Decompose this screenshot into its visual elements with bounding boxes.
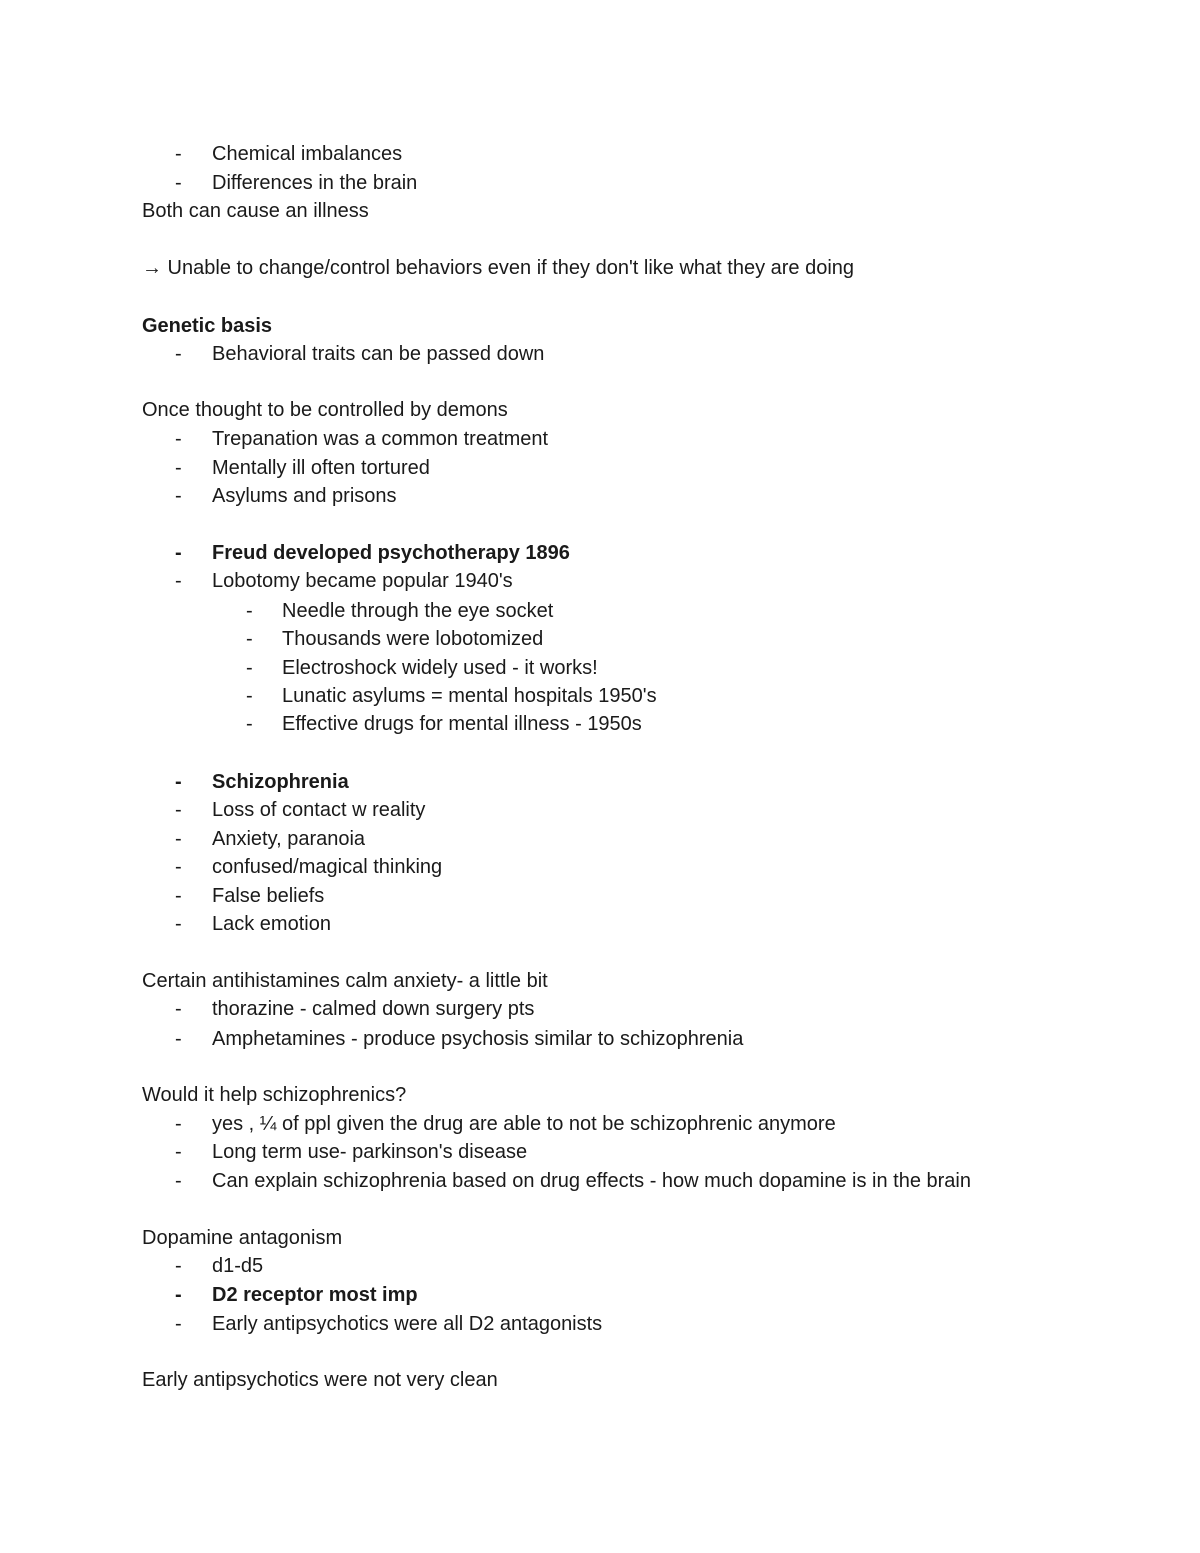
list-item-text: Asylums and prisons xyxy=(212,485,397,507)
list-item-text: Loss of contact w reality xyxy=(212,799,426,821)
list-item-text: thorazine - calmed down surgery pts xyxy=(212,998,535,1020)
bullet-dash: - xyxy=(175,771,182,793)
list-item-text: Effective drugs for mental illness - 1950s xyxy=(282,713,642,735)
list-item-text: Early antipsychotics were all D2 antagonists xyxy=(212,1313,603,1335)
bullet-dash: - xyxy=(175,143,182,165)
bullet-dash: - xyxy=(175,428,182,450)
bullet-dash: - xyxy=(175,542,182,564)
bullet-dash: - xyxy=(175,1313,182,1335)
paragraph-line: Would it help schizophrenics? xyxy=(142,1084,407,1106)
bullet-dash: - xyxy=(246,628,253,650)
paragraph-line: Early antipsychotics were not very clean xyxy=(142,1369,498,1391)
list-item-text: Anxiety, paranoia xyxy=(212,828,366,850)
section-heading: Genetic basis xyxy=(142,315,273,337)
bullet-dash: - xyxy=(175,457,182,479)
bullet-dash: - xyxy=(175,1284,182,1306)
bullet-dash: - xyxy=(175,998,182,1020)
bullet-dash: - xyxy=(175,799,182,821)
bullet-dash: - xyxy=(175,570,182,592)
list-item-text: Trepanation was a common treatment xyxy=(212,428,549,450)
list-item-text: Lack emotion xyxy=(212,913,331,935)
paragraph-line: Once thought to be controlled by demons xyxy=(142,399,508,421)
bullet-dash: - xyxy=(175,828,182,850)
list-item-text: Lunatic asylums = mental hospitals 1950's xyxy=(282,685,657,707)
bullet-dash: - xyxy=(246,600,253,622)
list-item-text: Can explain schizophrenia based on drug effects - how much dopamine is in the brain xyxy=(212,1170,971,1192)
list-item-text: Thousands were lobotomized xyxy=(282,628,544,650)
bullet-dash: - xyxy=(246,713,253,735)
list-item-text: Chemical imbalances xyxy=(212,143,403,165)
bullet-dash: - xyxy=(175,172,182,194)
bullet-dash: - xyxy=(175,485,182,507)
list-item-text: confused/magical thinking xyxy=(212,856,443,878)
list-item-text: Lobotomy became popular 1940's xyxy=(212,570,513,592)
bullet-dash: - xyxy=(246,685,253,707)
list-item-text: Differences in the brain xyxy=(212,172,418,194)
bullet-dash: - xyxy=(175,885,182,907)
list-item-text: False beliefs xyxy=(212,885,325,907)
bullet-dash: - xyxy=(246,657,253,679)
list-item-text: Freud developed psychotherapy 1896 xyxy=(212,542,570,564)
bullet-dash: - xyxy=(175,343,182,365)
bullet-dash: - xyxy=(175,1028,182,1050)
list-item-text: D2 receptor most imp xyxy=(212,1284,418,1306)
list-item-text: Long term use- parkinson's disease xyxy=(212,1141,528,1163)
bullet-dash: - xyxy=(175,1170,182,1192)
paragraph-line: Dopamine antagonism xyxy=(142,1227,343,1249)
bullet-dash: - xyxy=(175,1113,182,1135)
list-item-text: Electroshock widely used - it works! xyxy=(282,657,598,679)
paragraph-line: Both can cause an illness xyxy=(142,200,369,222)
list-item-text: Mentally ill often tortured xyxy=(212,457,430,479)
list-item-text: Schizophrenia xyxy=(212,771,349,793)
paragraph-line: → Unable to change/control behaviors even if they don't like what they are doing xyxy=(142,257,855,279)
list-item-text: d1-d5 xyxy=(212,1255,264,1277)
bullet-dash: - xyxy=(175,1255,182,1277)
bullet-dash: - xyxy=(175,1141,182,1163)
list-item-text: Amphetamines - produce psychosis similar to schizophrenia xyxy=(212,1028,744,1050)
list-item-text: yes , ¼ of ppl given the drug are able to not be schizophrenic anymore xyxy=(212,1113,836,1135)
list-item-text: Behavioral traits can be passed down xyxy=(212,343,545,365)
bullet-dash: - xyxy=(175,856,182,878)
paragraph-line: Certain antihistamines calm anxiety- a little bit xyxy=(142,970,548,992)
bullet-dash: - xyxy=(175,913,182,935)
list-item-text: Needle through the eye socket xyxy=(282,600,554,622)
